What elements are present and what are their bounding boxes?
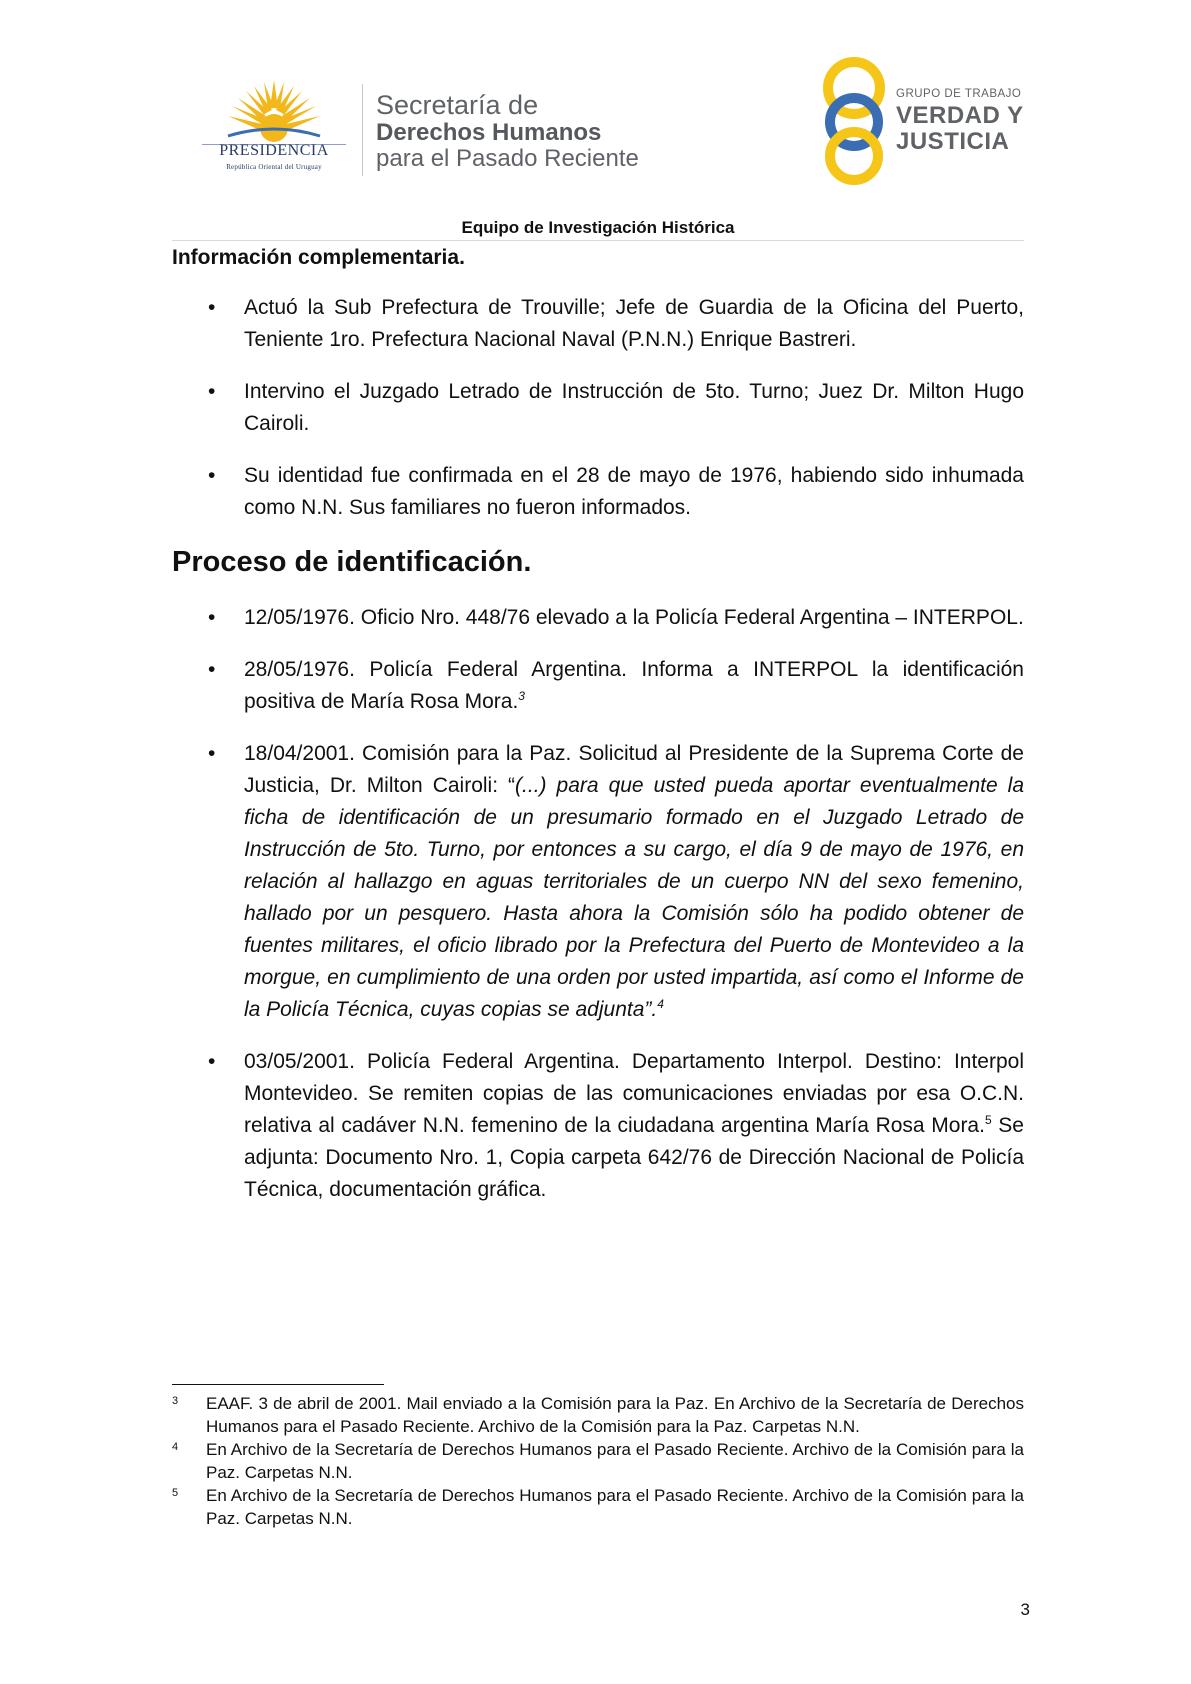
- list-item: [172, 376, 1024, 440]
- presidencia-name: PRESIDENCIA: [219, 142, 329, 159]
- bullet-icon: •: [208, 606, 216, 629]
- footnote-text: EAAF. 3 de abril de 2001. Mail enviado a la Comisión para la Paz. En Archivo de la Secretaría de Derechos Humanos para el Pasado Reciente. Archivo de la Comisión para la Paz. Carpetas N.N.: [206, 1394, 1024, 1436]
- footnote-number: 3: [172, 1395, 179, 1407]
- footnote: [172, 1484, 1024, 1530]
- secretaria-line-3: para el Pasado Reciente: [376, 145, 639, 172]
- footnote: [172, 1438, 1024, 1484]
- document-body: [172, 244, 1024, 1226]
- footnote-text: En Archivo de la Secretaría de Derechos Humanos para el Pasado Reciente. Archivo de la Comisión para la Paz. Carpetas N.N.: [206, 1486, 1024, 1528]
- footnote-reference[interactable]: 4: [657, 997, 664, 1011]
- bullet-icon: •: [208, 658, 216, 681]
- bullet-icon: •: [208, 464, 216, 487]
- list-item: [172, 460, 1024, 524]
- footnote-text: En Archivo de la Secretaría de Derechos Humanos para el Pasado Reciente. Archivo de la Comisión para la Paz. Carpetas N.N.: [206, 1440, 1024, 1482]
- secretaria-line-2: Derechos Humanos: [376, 119, 602, 146]
- bullet-icon: •: [208, 742, 216, 765]
- presidencia-logo: [196, 78, 352, 178]
- bullet-icon: •: [208, 1050, 216, 1073]
- footnotes: [172, 1392, 1024, 1530]
- footnote-reference[interactable]: 5: [984, 1113, 992, 1127]
- footnote-separator: [172, 1384, 384, 1385]
- identification-process-list: [172, 602, 1024, 1206]
- list-item-text: Se adjunta: Documento Nro. 1, Copia carpeta 642/76 de Dirección Nacional de Policía Técnica, documentación gráfica.: [244, 1114, 1024, 1201]
- footnote-reference[interactable]: 3: [518, 689, 525, 703]
- list-item: [172, 1046, 1024, 1206]
- sun-icon: [224, 78, 324, 142]
- footnote-number: 5: [172, 1487, 179, 1499]
- list-item-text: Intervino el Juzgado Letrado de Instrucción de 5to. Turno; Juez Dr. Milton Hugo Cairoli.: [244, 380, 1024, 435]
- quoted-text: (...) para que usted pueda aportar eventualmente la ficha de identificación de un presumario formado en el Juzgado Letrado de Instrucción de 5to. Turno, por entonces a su cargo, el día 9 de mayo de 1976, en relación al hallazgo en aguas territoriales de un cuerpo NN del sexo femenino, hallado por un pesquero. Hasta ahora la Comisión sólo ha podido obtener de fuentes militares, el oficio librado por la Prefectura del Puerto de Montevideo a la morgue, en cumplimiento de una orden por usted impartida, así como el Informe de la Policía Técnica, cuyas copias se adjunta”.: [244, 774, 1025, 1021]
- list-item-text: 28/05/1976. Policía Federal Argentina. Informa a INTERPOL la identificación positiva de María Rosa Mora.: [244, 658, 1024, 713]
- secretaria-logotype: [376, 90, 706, 172]
- list-item: [172, 602, 1024, 634]
- section-heading-complementary: Información complementaria.: [172, 246, 465, 269]
- list-item-text: Su identidad fue confirmada en el 28 de mayo de 1976, habiendo sido inhumada como N.N. Sus familiares no fueron informados.: [244, 464, 1024, 519]
- footnote-number: 4: [172, 1441, 179, 1453]
- header-rule: [172, 240, 1024, 241]
- interlocking-rings-icon: [820, 56, 896, 186]
- team-title: Equipo de Investigación Histórica: [461, 218, 735, 237]
- list-item-text: 03/05/2001. Policía Federal Argentina. Departamento Interpol. Destino: Interpol Montevideo. Se remiten copias de las comunicaciones enviadas por esa O.C.N. relativa al cadáver N.N. femenino de la ciudadana argentina María Rosa Mora.: [244, 1050, 1024, 1137]
- bullet-icon: •: [208, 380, 216, 403]
- list-item: [172, 738, 1024, 1026]
- grupo-line-1: GRUPO DE TRABAJO: [896, 88, 1022, 100]
- page-number: 3: [1020, 1600, 1030, 1619]
- grupo-line-3: JUSTICIA: [896, 128, 1010, 155]
- list-item-text: Actuó la Sub Prefectura de Trouville; Jefe de Guardia de la Oficina del Puerto, Teniente 1ro. Prefectura Nacional Naval (P.N.N.) Enrique Bastreri.: [244, 296, 1024, 351]
- list-item: [172, 654, 1024, 718]
- bullet-icon: •: [208, 296, 216, 319]
- header-divider: [362, 84, 363, 176]
- list-item: [172, 292, 1024, 356]
- section-heading-identification: Proceso de identificación.: [172, 546, 532, 578]
- secretaria-line-1: Secretaría de: [376, 90, 539, 120]
- grupo-line-2: VERDAD Y: [896, 102, 1024, 129]
- presidencia-subtitle: República Oriental del Uruguay: [226, 163, 322, 171]
- complementary-info-list: [172, 292, 1024, 524]
- footnote: [172, 1392, 1024, 1438]
- list-item-text: 12/05/1976. Oficio Nro. 448/76 elevado a la Policía Federal Argentina – INTERPOL.: [244, 606, 1024, 629]
- verdad-justicia-logo: [820, 56, 1050, 186]
- list-item-text: 18/04/2001. Comisión para la Paz. Solicitud al Presidente de la Suprema Corte de Justicia, Dr. Milton Cairoli: “: [244, 742, 1024, 797]
